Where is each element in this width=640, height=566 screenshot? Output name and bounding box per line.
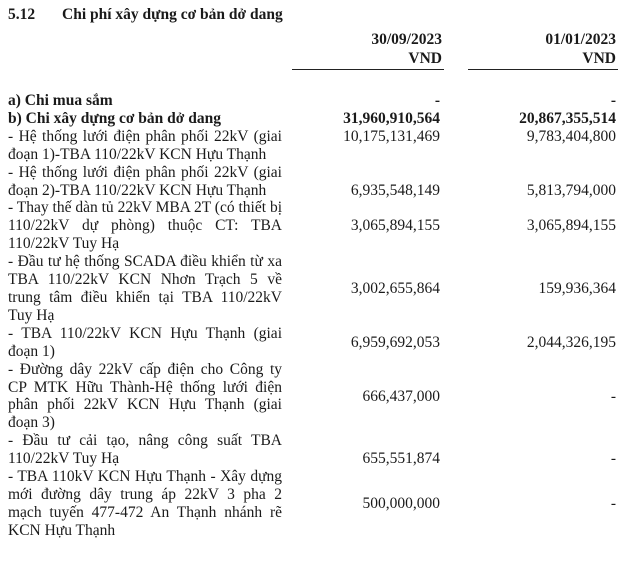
table-row (0, 128, 640, 164)
section-heading (8, 6, 283, 24)
table-row (0, 199, 640, 253)
row-label: - Đầu tư cải tạo, nâng công suất TBA 110/22kV Tuy Hạ (8, 432, 282, 468)
row-value-prior: 20,867,355,514 (519, 109, 616, 127)
row-value-current: 3,065,894,155 (350, 217, 440, 235)
row-value-current: 31,960,910,564 (343, 109, 440, 127)
row-value-prior: 159,936,364 (538, 280, 616, 298)
row-value-prior: 9,783,404,800 (526, 127, 616, 145)
table-row (0, 325, 640, 361)
table-row (0, 468, 640, 540)
row-value-current: 666,437,000 (362, 387, 440, 405)
column-header-current (290, 30, 442, 68)
row-value-current: 655,551,874 (362, 450, 440, 468)
table-row (0, 361, 640, 433)
row-label: - TBA 110/22kV KCN Hựu Thạnh (giai đoạn 1) (8, 324, 282, 360)
column-date: 30/09/2023 (371, 31, 442, 48)
row-value-current: 10,175,131,469 (343, 127, 440, 145)
table-row (0, 164, 640, 200)
row-value-prior: - (610, 450, 616, 468)
row-value-current: 6,959,692,053 (350, 333, 440, 351)
row-label: - Đường dây 22kV cấp điện cho Công ty CP MTK Hữu Thành-Hệ thống lưới điện phân phối 22kV KCN Hựu Thạnh (giai đoạn 3) (8, 360, 282, 432)
row-value-prior: - (610, 92, 616, 109)
row-value-current: 6,935,548,149 (350, 181, 440, 199)
cost-table (0, 92, 640, 540)
row-value-current: - (434, 92, 440, 109)
column-header-prior (468, 30, 616, 68)
table-row-purchases (0, 92, 640, 110)
row-label: - Hệ thống lưới điện phân phối 22kV (giai đoạn 2)-TBA 110/22kV KCN Hựu Thạnh (8, 163, 282, 199)
section-number: 5.12 (8, 6, 36, 23)
row-label: - TBA 110kV KCN Hựu Thạnh - Xây dựng mới đường dây trung áp 22kV 3 pha 2 mạch tuyến 477-472 An Thạnh nhánh rẽ KCN Hựu Thạnh (8, 468, 282, 539)
column-underline (292, 69, 444, 70)
row-value-current: 500,000,000 (362, 495, 440, 513)
row-label: a) Chi mua sắm (8, 92, 113, 109)
row-value-prior: - (610, 495, 616, 513)
column-unit: VND (408, 50, 442, 67)
table-row (0, 432, 640, 468)
row-label: - Hệ thống lưới điện phân phối 22kV (giai đoạn 1)-TBA 110/22kV KCN Hựu Thạnh (8, 127, 282, 163)
row-label: - Thay thế dàn tủ 22kV MBA 2T (có thiết bị 110/22kV dự phòng) thuộc CT: TBA 110/22kV Tuy Hạ (8, 199, 282, 253)
row-label: - Đầu tư hệ thống SCADA điều khiển từ xa TBA 110/22kV KCN Nhơn Trạch 5 về trung tâm điều khiển tại TBA 110/22kV Tuy Hạ (8, 253, 282, 324)
row-label: b) Chi xây dựng cơ bản dở dang (8, 109, 221, 127)
column-unit: VND (582, 50, 616, 67)
row-value-prior: 5,813,794,000 (526, 181, 616, 199)
table-row (0, 253, 640, 325)
row-value-current: 3,002,655,864 (350, 280, 440, 298)
row-value-prior: - (610, 387, 616, 405)
table-row-construction-total (0, 110, 640, 128)
row-value-prior: 3,065,894,155 (526, 217, 616, 235)
row-value-prior: 2,044,326,195 (526, 333, 616, 351)
column-date: 01/01/2023 (545, 31, 616, 48)
column-underline (468, 69, 618, 70)
section-title: Chi phí xây dựng cơ bản dở dang (62, 6, 283, 23)
